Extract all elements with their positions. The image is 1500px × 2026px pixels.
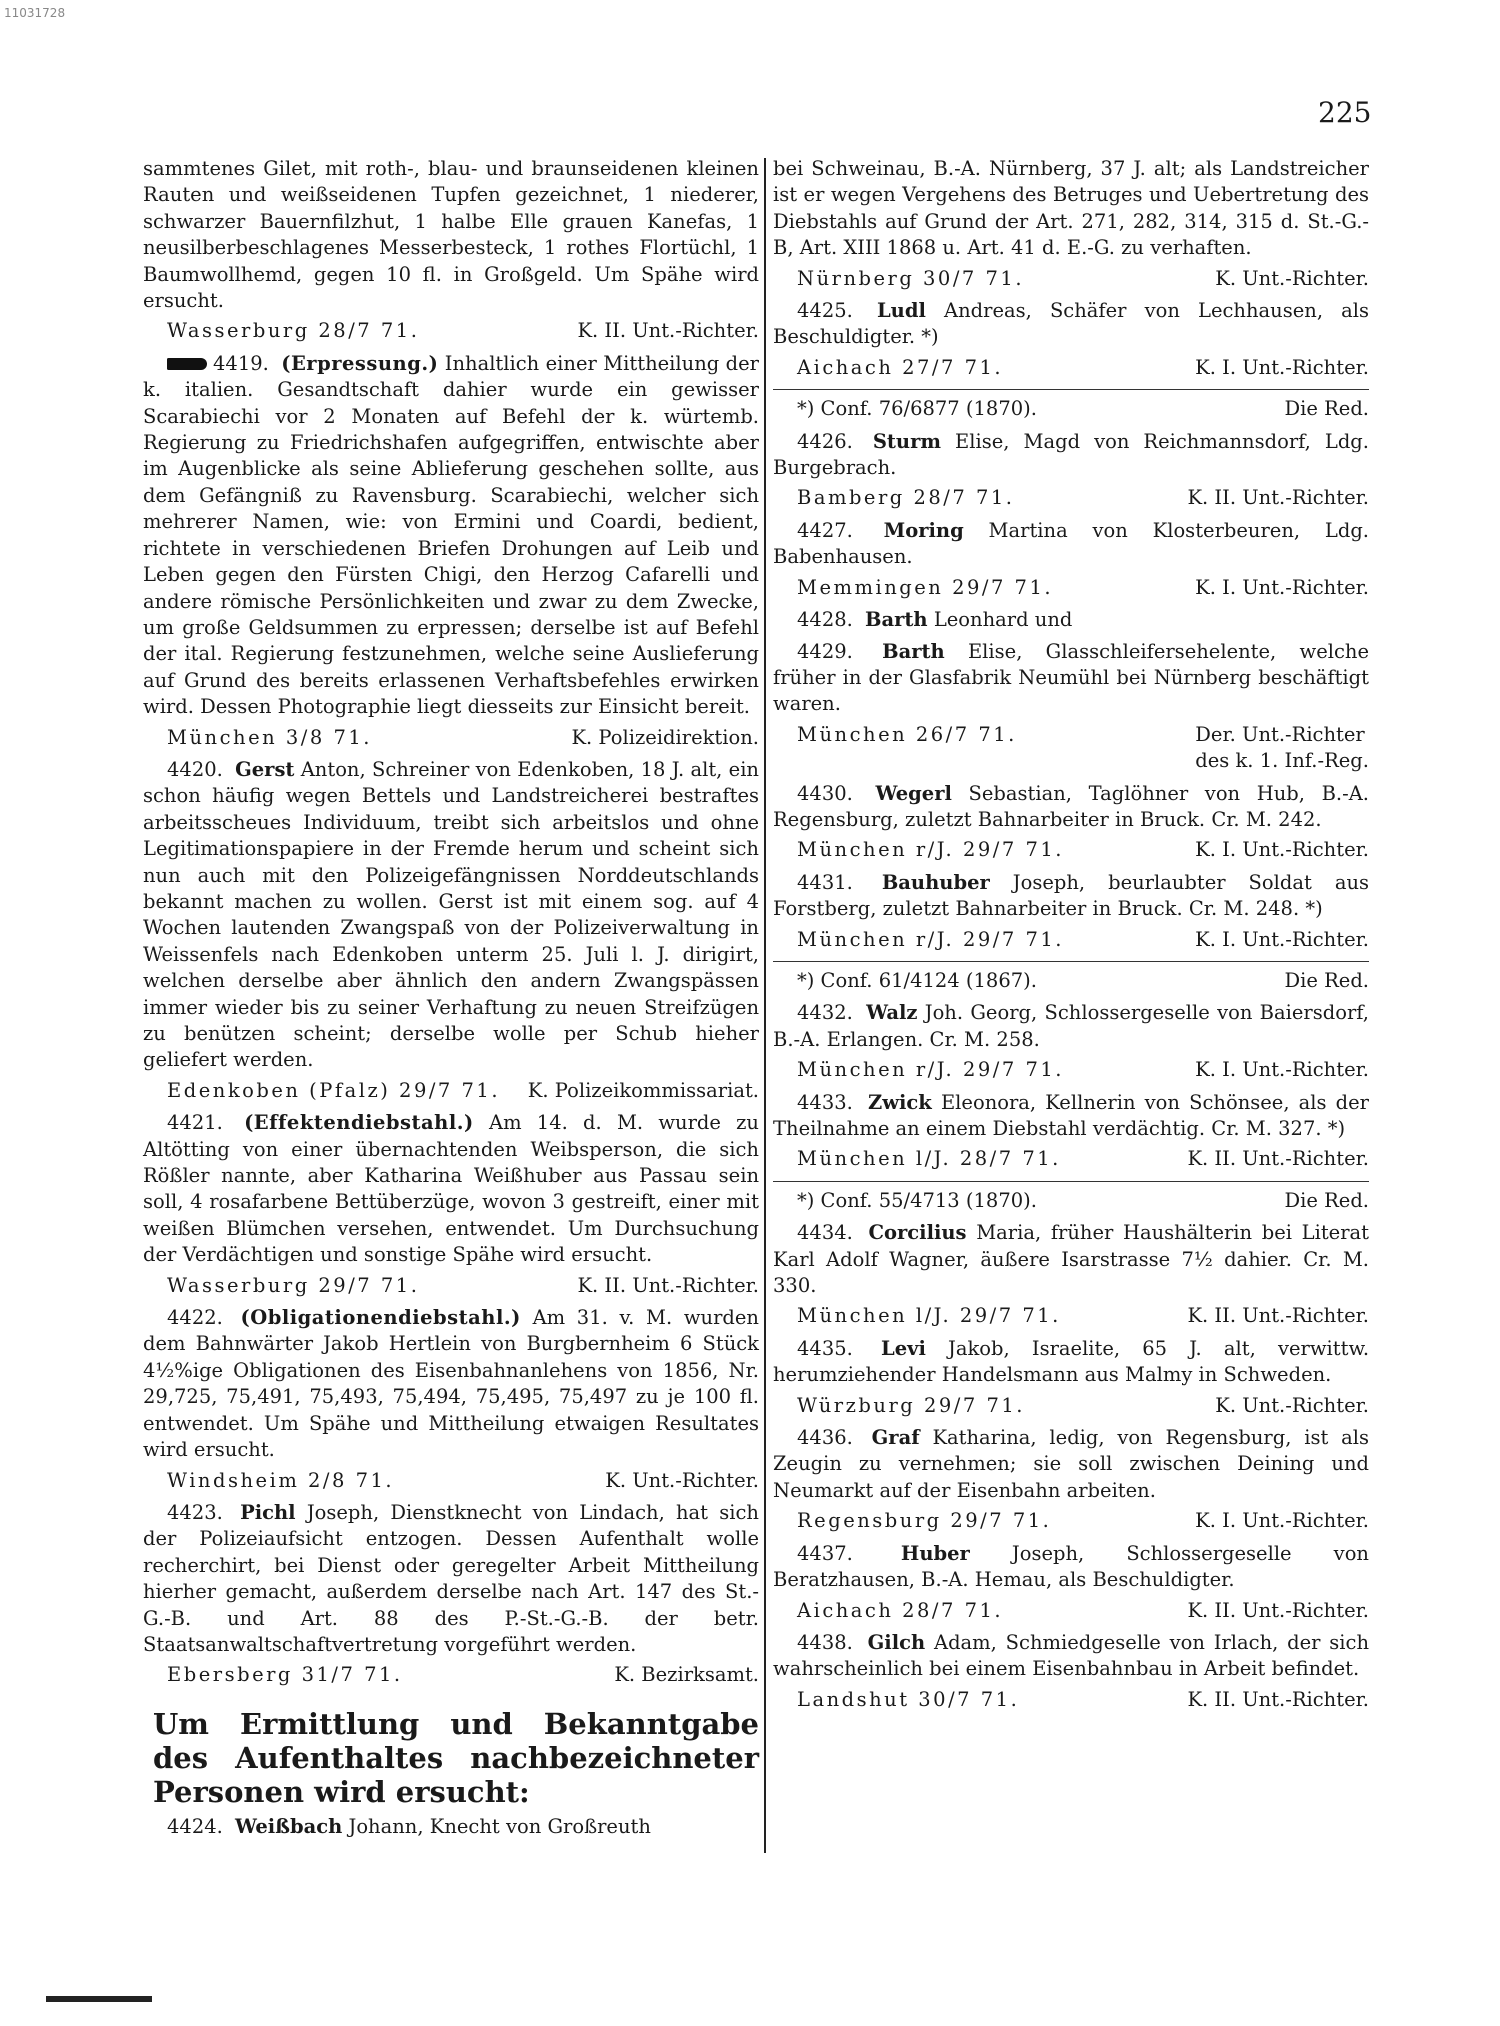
signature	[773, 1687, 1369, 1713]
entry-4435	[773, 1336, 1369, 1389]
footnote-signature: Die Red.	[1284, 1188, 1369, 1212]
column-divider	[764, 158, 766, 1853]
entry-name: Bauhuber	[881, 870, 990, 894]
footnote	[773, 961, 1369, 994]
entry-text: Elise, Glasschleifersehelente, welche früher in der Glasfabrik Neumühl bei Nürnberg beschäftigt waren.	[773, 639, 1369, 716]
entry-number: 4432.	[797, 1001, 853, 1025]
signature	[773, 1393, 1369, 1419]
authority: K. II. Unt.-Richter.	[1187, 1304, 1369, 1328]
entry-4437	[773, 1541, 1369, 1594]
pointing-hand-icon	[167, 358, 207, 370]
footnote-signature: Die Red.	[1284, 968, 1369, 992]
entry-text: Joseph, Dienstknecht von Lindach, hat sich der Polizeiaufsicht entzogen. Dessen Aufenthalt wolle recherchirt, bei Dienst oder geregelter Arbeit Mittheilung hierher gemacht, außerdem derselbe nach Art. 147 des St.-G.-B. und Art. 88 des P.-St.-G.-B. der betr. Staatsanwaltschaftvertretung vorgeführt werden.	[143, 1500, 759, 1656]
entry-number: 4433.	[797, 1090, 853, 1114]
signature	[773, 722, 1369, 775]
entry-4419	[143, 351, 759, 721]
place-date: Nürnberg 30/7 71.	[797, 266, 1025, 290]
place-date: Memmingen 29/7 71.	[797, 575, 1054, 599]
entry-name: Levi	[881, 1336, 926, 1360]
place-date: Wasserburg 28/7 71.	[167, 319, 420, 343]
place-date: Würzburg 29/7 71.	[797, 1393, 1025, 1417]
entry-keyword: (Obligationendiebstahl.)	[240, 1306, 521, 1330]
entry-text: Martina von Klosterbeuren, Ldg. Babenhausen.	[773, 518, 1370, 569]
signature	[773, 837, 1369, 863]
entry-number: 4427.	[797, 518, 853, 542]
signature	[773, 1598, 1369, 1624]
entry-number: 4429.	[797, 639, 853, 663]
place-date: München l/J. 28/7 71.	[797, 1147, 1061, 1171]
place-date: Wasserburg 29/7 71.	[167, 1273, 420, 1297]
entry-number: 4422.	[167, 1306, 223, 1330]
place-date: Windsheim 2/8 71.	[167, 1468, 395, 1492]
entry-text: Leonhard und	[933, 608, 1073, 632]
authority: K. II. Unt.-Richter.	[1187, 1147, 1369, 1171]
entry-4427	[773, 518, 1369, 571]
entry-text: Maria, früher Haushälterin bei Literat Karl Adolf Wagner, äußere Isarstrasse 7½ dahier. Cr. M. 330.	[773, 1221, 1369, 1298]
entry-number: 4430.	[797, 781, 853, 805]
entry-4431	[773, 870, 1369, 923]
entry-number: 4435.	[797, 1336, 853, 1360]
signature	[773, 927, 1369, 953]
entry-name: Barth	[882, 639, 945, 663]
place-date: Regensburg 29/7 71.	[797, 1509, 1052, 1533]
authority: K. II. Unt.-Richter.	[577, 1273, 759, 1297]
entry-text: Elise, Magd von Reichmannsdorf, Ldg. Burgebrach.	[773, 429, 1369, 480]
entry-text: Joseph, beurlaubter Soldat aus Forstberg, zuletzt Bahnarbeiter in Bruck. Cr. M. 248. *)	[773, 870, 1370, 921]
authority: K. II. Unt.-Richter.	[577, 319, 759, 343]
authority: K. Unt.-Richter.	[605, 1468, 759, 1492]
authority: Der. Unt.-Richter des k. 1. Inf.-Reg.	[1195, 722, 1369, 773]
entry-4436	[773, 1425, 1369, 1504]
entry-number: 4437.	[797, 1541, 853, 1565]
left-column	[143, 156, 759, 1840]
authority: K. II. Unt.-Richter.	[1187, 1687, 1369, 1711]
entry-name: Corcilius	[868, 1221, 967, 1245]
signature	[143, 1662, 759, 1688]
signature	[773, 1508, 1369, 1534]
entry-text: Johann, Knecht von Großreuth	[348, 1814, 651, 1838]
entry-number: 4424.	[167, 1814, 223, 1838]
entry-4434	[773, 1220, 1369, 1299]
entry-4424	[143, 1814, 759, 1840]
entry-text: Am 31. v. M. wurden dem Bahnwärter Jakob Hertlein von Burgbernheim 6 Stück 4½%ige Obligationen des Eisenbahnanlehens von 1856, Nr. 29,725, 75,491, 75,493, 75,494, 75,495, 75,497 zu je 100 fl. entwendet. Um Spähe und Mittheilung etwaigen Resultates wird ersucht.	[143, 1306, 759, 1462]
authority: K. I. Unt.-Richter.	[1195, 355, 1369, 379]
entry-text: Eleonora, Kellnerin von Schönsee, als der Theilnahme an einem Diebstahl verdächtig. Cr. M. 327. *)	[773, 1090, 1370, 1140]
footnote	[773, 1181, 1369, 1214]
authority: K. I. Unt.-Richter.	[1195, 927, 1369, 951]
signature	[143, 1273, 759, 1299]
place-date: München l/J. 29/7 71.	[797, 1304, 1061, 1328]
entry-number: 4431.	[797, 870, 853, 894]
entry-4432	[773, 1000, 1369, 1053]
entry-name: Gerst	[235, 757, 295, 781]
place-date: München 26/7 71.	[797, 722, 1017, 746]
place-date: Edenkoben (Pfalz) 29/7 71.	[167, 1078, 501, 1102]
entry-4423	[143, 1500, 759, 1658]
entry-number: 4436.	[797, 1426, 853, 1450]
entry-text: Adam, Schmiedgeselle von Irlach, der sich wahrscheinlich bei einem Eisenbahnbau in Arbeit befindet.	[773, 1630, 1370, 1681]
page-id: 11031728	[4, 6, 66, 20]
entry-name: Gilch	[867, 1630, 926, 1654]
authority: K. Polizeikommissariat.	[527, 1078, 759, 1102]
place-date: Ebersberg 31/7 71.	[167, 1663, 403, 1687]
authority: K. Polizeidirektion.	[571, 725, 759, 749]
entry-4422	[143, 1305, 759, 1463]
section-heading: Um Ermittlung und Bekanntgabe des Aufenthaltes nachbezeichneter Personen wird ersucht:	[153, 1706, 759, 1809]
entry-name: Wegerl	[875, 781, 952, 805]
signature	[143, 725, 759, 751]
right-column	[773, 156, 1369, 1719]
place-date: Aichach 27/7 71.	[797, 355, 1004, 379]
entry-name: Weißbach	[235, 1814, 343, 1838]
footnote-text: *) Conf. 61/4124 (1867).	[797, 968, 1037, 992]
signature	[773, 1303, 1369, 1329]
entry-number: 4434.	[797, 1221, 853, 1245]
signature	[773, 1146, 1369, 1172]
entry-4421	[143, 1110, 759, 1268]
authority: K. I. Unt.-Richter.	[1195, 1058, 1369, 1082]
signature	[773, 575, 1369, 601]
entry-number: 4423.	[167, 1500, 223, 1524]
authority: K. II. Unt.-Richter.	[1187, 486, 1369, 510]
entry-number: 4425.	[797, 299, 853, 323]
entry-4438	[773, 1630, 1369, 1683]
entry-text: Jakob, Israelite, 65 J. alt, verwittw. herumziehender Handelsmann aus Malmy in Schweden.	[773, 1336, 1370, 1387]
entry-text: sammtenes Gilet, mit roth-, blau- und braunseidenen kleinen Rauten und weißseidenen Tupfen gezeichnet, 1 niederer, schwarzer Bauernfilzhut, 1 halbe Elle grauen Kanefas, 1 neusilberbeschlagenes Messerbesteck, 1 rothes Flortüchl, 1 Baumwollhemd, gegen 10 fl. in Großgeld. Um Spähe wird ersucht.	[143, 157, 759, 313]
entry-name: Moring	[883, 518, 964, 542]
place-date: Landshut 30/7 71.	[797, 1687, 1020, 1711]
footnote-signature: Die Red.	[1284, 397, 1369, 421]
entry-keyword: (Effektendiebstahl.)	[244, 1111, 474, 1135]
entry-number: 4426.	[797, 429, 853, 453]
signature	[773, 1057, 1369, 1083]
place-date: München r/J. 29/7 71.	[797, 1058, 1064, 1082]
authority: K. I. Unt.-Richter.	[1195, 575, 1369, 599]
entry-text: Katharina, ledig, von Regensburg, ist als Zeugin zu vernehmen; sie soll zwischen Deining und Neumarkt auf der Eisenbahn arbeiten.	[773, 1426, 1369, 1502]
entry-4426	[773, 429, 1369, 482]
entry-name: Huber	[900, 1541, 970, 1565]
place-date: Aichach 28/7 71.	[797, 1598, 1004, 1622]
place-date: München r/J. 29/7 71.	[797, 927, 1064, 951]
entry-4425	[773, 298, 1369, 351]
entry-4430	[773, 781, 1369, 834]
signature	[773, 355, 1369, 381]
entry-4428	[773, 607, 1369, 633]
entry-keyword: (Erpressung.)	[281, 351, 439, 375]
entry-4429	[773, 639, 1369, 718]
signature	[773, 485, 1369, 511]
entry-name: Walz	[866, 1001, 918, 1025]
place-date: München 3/8 71.	[167, 725, 372, 749]
scan-edge-mark	[46, 1996, 152, 2002]
entry-text: Joseph, Schlossergeselle von Beratzhausen, B.-A. Hemau, als Beschuldigter.	[773, 1541, 1369, 1592]
entry-text: Inhaltlich einer Mittheilung der k. italien. Gesandtschaft dahier wurde ein gewisser Scarabiechi vor 2 Monaten auf Befehl der k. würtemb. Regierung zu Friedrichshafen aufgegriffen, entwischte aber im Augenblicke als seine Ablieferung geschehen sollte, aus dem Gefängniß zu Ravensburg. Scarabiechi, welcher sich mehrerer Namen, wie: von Ermini und Coardi, bedient, richtete in verschiedenen Briefen Drohungen auf Leib und Leben gegen den Fürsten Chigi, den Herzog Cafarelli und andere römische Persönlichkeiten und zwar zu dem Zwecke, um große Geldsummen zu erpressen; derselbe ist auf Befehl der ital. Regierung festzunehmen, welche seine Auslieferung auf Grund des bereits erlassenen Verhaftsbefehles erwirken wird. Dessen Photographie liegt diesseits zur Einsicht bereit.	[143, 351, 759, 719]
entry-text: Andreas, Schäfer von Lechhausen, als Beschuldigter. *)	[773, 299, 1370, 349]
signature	[143, 1078, 759, 1104]
entry-number: 4419.	[213, 351, 269, 375]
entry-text: Joh. Georg, Schlossergeselle von Baiersdorf, B.-A. Erlangen. Cr. M. 258.	[773, 1001, 1369, 1051]
entry-name: Zwick	[867, 1090, 932, 1114]
entry-name: Barth	[865, 608, 928, 632]
entry-name: Pichl	[240, 1500, 296, 1524]
entry-text: Am 14. d. M. wurde zu Altötting von einer übernachtenden Weibsperson, die sich Rößler nannte, aber Katharina Weißhuber aus Passau sein soll, 4 rosafarbene Bettüberzüge, wovon 3 gestreift, einer mit weißen Blümchen versehen, entwendet. Um Durchsuchung der Verdächtigen und sonstige Spähe wird ersucht.	[143, 1111, 759, 1267]
entry-name: Graf	[871, 1426, 920, 1450]
page-number: 225	[1318, 96, 1372, 129]
entry-name: Ludl	[876, 299, 926, 323]
entry-name: Sturm	[872, 429, 942, 453]
authority: K. Bezirksamt.	[614, 1663, 759, 1687]
entry-text: Anton, Schreiner von Edenkoben, 18 J. alt, ein schon häufig wegen Bettels und Landstreicherei bestraftes arbeitsscheues Individuum, treibt sich arbeitslos und ohne Legitimationspapiere in der Fremde herum und scheint sich nun auch mit den Polizeigefängnissen Norddeutschlands bekannt machen zu wollen. Gerst ist mit einem sog. auf 4 Wochen lautenden Zwangspaß von der Polizeiverwaltung in Weissenfels nach Edenkoben unterm 25. Juli l. J. dirigirt, welchen derselbe aber ähnlich den andern Zwangspässen immer wieder bis zu seiner Verhaftung zu neuen Streifzügen zu benützen scheint; derselbe wolle per Schub hieher geliefert werden.	[143, 757, 759, 1072]
place-date: Bamberg 28/7 71.	[797, 486, 1015, 510]
authority: K. II. Unt.-Richter.	[1187, 1598, 1369, 1622]
entry-text: Sebastian, Taglöhner von Hub, B.-A. Regensburg, zuletzt Bahnarbeiter in Bruck. Cr. M. 242.	[773, 781, 1369, 831]
authority: K. Unt.-Richter.	[1215, 1393, 1369, 1417]
entry-number: 4438.	[797, 1630, 853, 1654]
authority: K. I. Unt.-Richter.	[1195, 1509, 1369, 1533]
entry-number: 4428.	[797, 608, 853, 632]
signature	[143, 1468, 759, 1494]
entry-number: 4420.	[167, 757, 223, 781]
signature	[773, 266, 1369, 292]
entry-text: bei Schweinau, B.-A. Nürnberg, 37 J. alt; als Landstreicher ist er wegen Vergehens des Betruges und Uebertretung des Diebstahls auf Grund der Art. 271, 282, 314, 315 d. St.-G.-B, Art. XIII 1868 u. Art. 41 d. E.-G. zu verhaften.	[773, 157, 1369, 260]
place-date: München r/J. 29/7 71.	[797, 838, 1064, 862]
footnote	[773, 389, 1369, 422]
footnote-text: *) Conf. 76/6877 (1870).	[797, 397, 1037, 421]
authority: K. Unt.-Richter.	[1215, 266, 1369, 290]
footnote-text: *) Conf. 55/4713 (1870).	[797, 1188, 1037, 1212]
entry-4420	[143, 757, 759, 1074]
entry-4433	[773, 1090, 1369, 1143]
signature	[143, 318, 759, 344]
entry-number: 4421.	[167, 1111, 223, 1135]
authority: K. I. Unt.-Richter.	[1195, 838, 1369, 862]
